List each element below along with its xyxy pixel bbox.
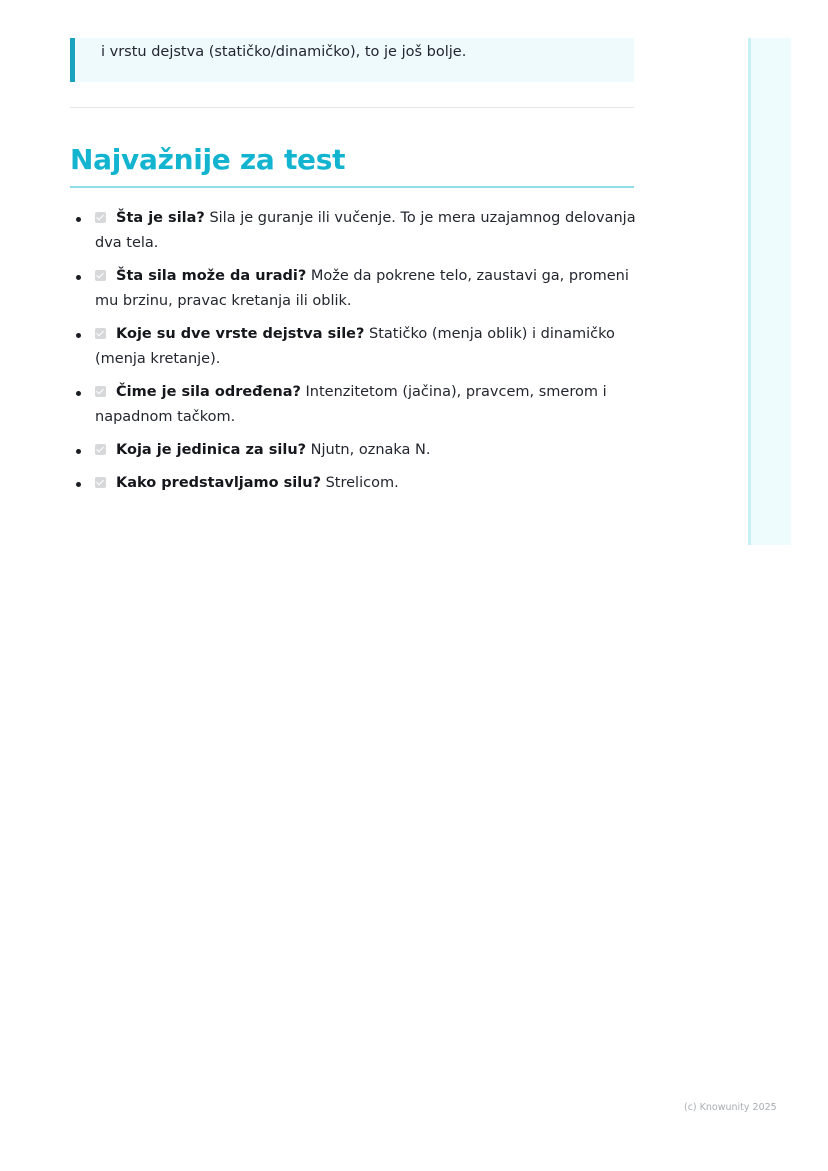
item-answer: Statičko (menja oblik) i dinamičko (menja kretanje). [95,326,615,367]
checkbox-checked-icon[interactable] [95,477,106,488]
item-answer: Može da pokrene telo, zaustavi ga, promeni mu brzinu, pravac kretanja ili oblik. [95,268,629,309]
bullet-icon [76,449,81,454]
checkbox-checked-icon[interactable] [95,328,106,339]
checkbox-checked-icon[interactable] [95,444,106,455]
list-item [95,471,640,496]
item-answer: Njutn, oznaka N. [310,442,431,458]
item-answer: Strelicom. [325,475,399,491]
quote-block [70,38,634,82]
side-panel [748,38,791,545]
list-item [95,322,640,372]
heading-underline [70,186,634,188]
checklist [95,206,640,504]
item-question: Šta sila može da uradi? [116,268,307,284]
footer-copyright: (c) Knowunity 2025 [684,1102,777,1113]
list-item [95,438,640,463]
bullet-icon [76,275,81,280]
bullet-icon [76,217,81,222]
item-question: Koje su dve vrste dejstva sile? [116,326,365,342]
item-question: Kako predstavljamo silu? [116,475,321,491]
item-question: Šta je sila? [116,210,205,226]
section-title: Najvažnije za test [70,143,346,176]
checkbox-checked-icon[interactable] [95,212,106,223]
list-item [95,380,640,430]
checkbox-checked-icon[interactable] [95,270,106,281]
bullet-icon [76,333,81,338]
item-question: Koja je jedinica za silu? [116,442,307,458]
list-item [95,264,640,314]
checkbox-checked-icon[interactable] [95,386,106,397]
item-question: Čime je sila određena? [116,384,301,400]
bullet-icon [76,482,81,487]
bullet-icon [76,391,81,396]
section-divider [70,107,634,108]
quote-text: i vrstu dejstva (statičko/dinamičko), to je još bolje. [101,44,467,60]
list-item [95,206,640,256]
item-answer: Sila je guranje ili vučenje. To je mera uzajamnog delovanja dva tela. [95,210,636,251]
item-answer: Intenzitetom (jačina), pravcem, smerom i napadnom tačkom. [95,384,607,425]
